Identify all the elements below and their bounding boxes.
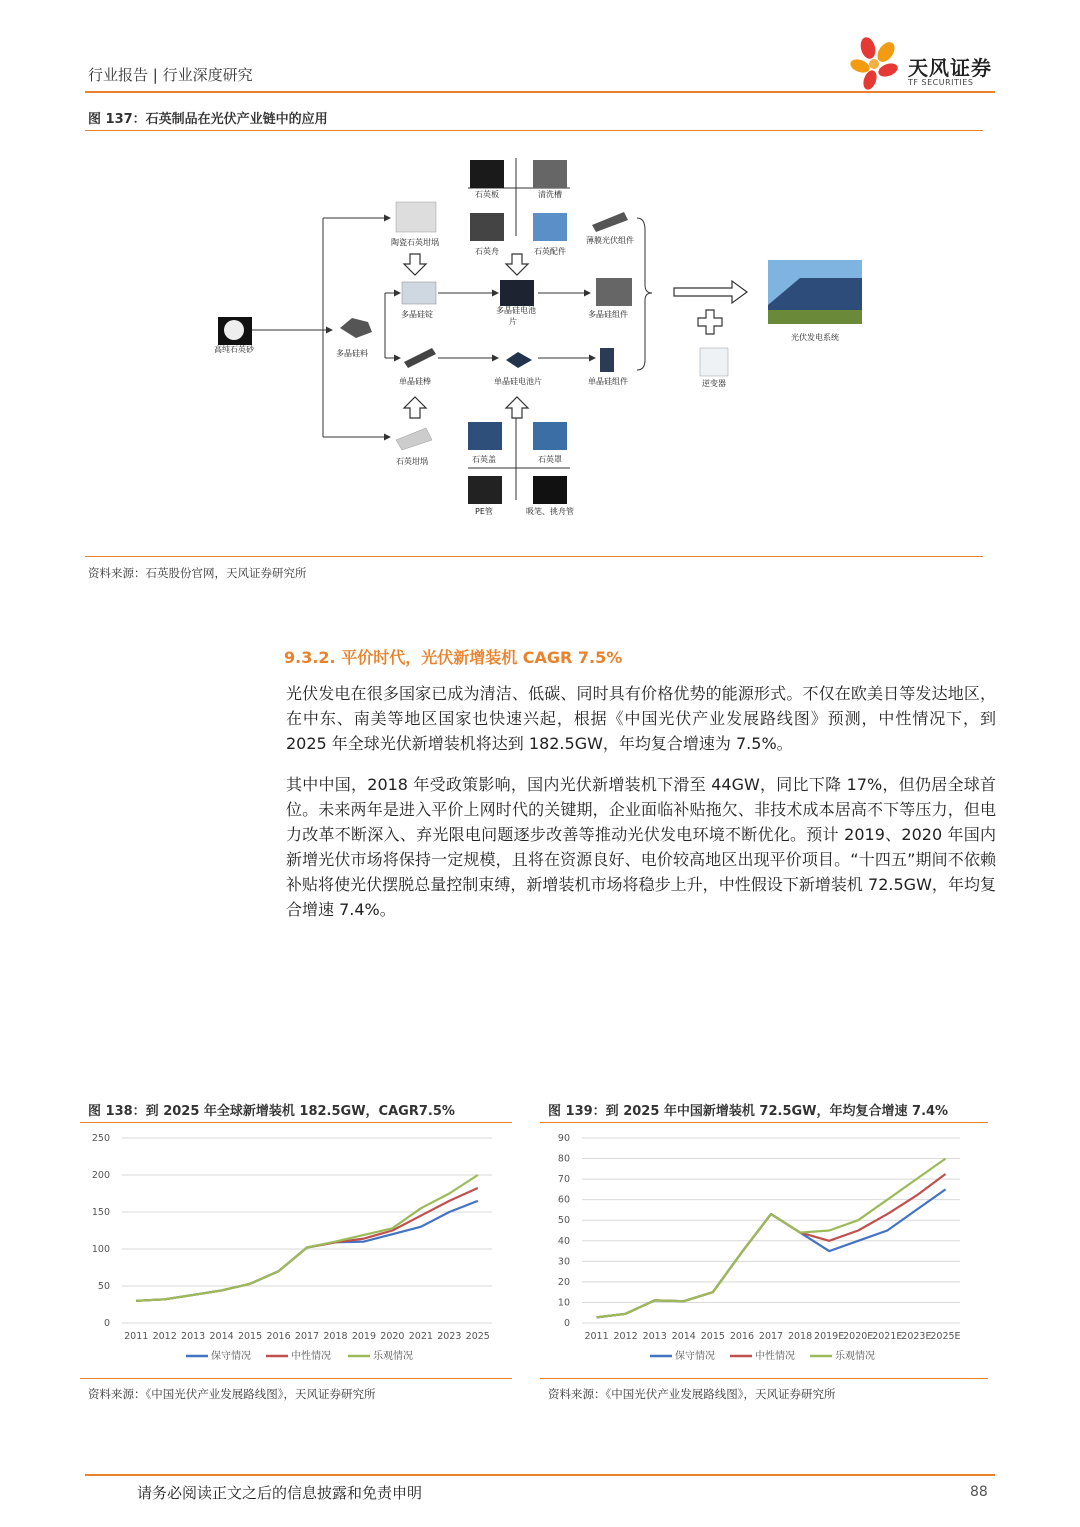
figure-137-flow-diagram	[200, 150, 880, 530]
x-tick-label: 2018	[323, 1331, 348, 1342]
legend-label: 中性情况	[755, 1351, 795, 1362]
paragraph-2: 其中中国，2018 年受政策影响，国内光伏新增装机下滑至 44GW，同比下降 17%，但仍居全球首位。未来两年是进入平价上网时代的关键期，企业面临补贴拖欠、非技术成本居高不下等压力，但电力改革不断深入、弃光限电问题逐步改善等推动光伏发电环境不断优化。预计 2019、2020 年国内新增光伏市场将保持一定规模，且将在资源良好、电价较高地区出现平价项目。“十四五”期间不依赖补贴将使光伏摆脱总量控制束缚，新增装机市场将稳步上升，中性假设下新增装机 72.5GW，年均复合增速 7.4%。	[286, 775, 996, 919]
x-tick-label: 2013	[642, 1331, 667, 1342]
figure-138-source: 资料来源：《中国光伏产业发展路线图》，天风证券研究所	[88, 1387, 376, 1401]
y-tick-label: 70	[557, 1174, 570, 1186]
node-quartz-boat: 石英舟	[475, 247, 499, 256]
x-tick-label: 2015	[237, 1331, 263, 1342]
figure-138-title: 图 138：到 2025 年全球新增装机 182.5GW，CAGR7.5%	[88, 1104, 455, 1119]
x-tick-label: 2020	[380, 1331, 405, 1342]
node-inverter: 逆变器	[702, 379, 726, 388]
y-tick-label: 40	[557, 1235, 570, 1247]
brand-name-cn: 天风证券	[908, 56, 992, 80]
figure-137-source: 资料来源：石英股份官网，天风证券研究所	[88, 566, 307, 580]
header-report-type: 行业报告 | 行业深度研究	[88, 66, 253, 84]
y-tick-label: 90	[557, 1133, 570, 1144]
x-tick-label: 2020E	[843, 1331, 874, 1342]
figure-138-chart	[80, 1126, 512, 1376]
node-quartz-cap: 石英盖	[472, 455, 496, 464]
x-tick-label: 2023	[437, 1331, 462, 1342]
x-tick-label: 2014	[671, 1331, 696, 1342]
node-pe-tube: PE管	[475, 507, 493, 516]
figure-139-source: 资料来源：《中国光伏产业发展路线图》，天风证券研究所	[548, 1387, 836, 1401]
legend-label: 中性情况	[291, 1351, 331, 1362]
x-tick-label: 2017	[758, 1331, 784, 1342]
series-line-1	[597, 1189, 946, 1317]
x-tick-label: 2012	[152, 1331, 177, 1342]
figure-139-bottom-rule	[540, 1378, 988, 1379]
node-poly-cell-line2: 片	[509, 317, 517, 326]
node-quartz-plate: 石英板	[475, 190, 499, 199]
y-tick-label: 0	[563, 1318, 570, 1329]
legend-label: 乐观情况	[373, 1351, 413, 1362]
series-line-3	[136, 1175, 478, 1301]
figure-137-title: 图 137：石英制品在光伏产业链中的应用	[88, 112, 328, 127]
x-tick-label: 2019	[351, 1331, 377, 1342]
y-tick-label: 50	[557, 1215, 570, 1227]
figure-139-top-rule	[540, 1122, 988, 1123]
y-tick-label: 250	[91, 1133, 110, 1144]
node-tube-misc: 吸笔、挑舟管	[526, 507, 574, 516]
node-poly-material: 多晶硅料	[336, 349, 368, 358]
brand-name-en: TF SECURITIES	[908, 78, 974, 87]
y-tick-label: 100	[91, 1244, 110, 1255]
figure-137-top-rule	[85, 130, 983, 131]
x-tick-label: 2017	[294, 1331, 320, 1342]
x-tick-label: 2018	[787, 1331, 813, 1342]
node-quartz-cover: 石英罩	[538, 455, 562, 464]
node-pv-system: 光伏发电系统	[791, 333, 839, 342]
x-tick-label: 2013	[181, 1331, 206, 1342]
y-tick-label: 80	[557, 1153, 570, 1165]
legend-label: 乐观情况	[835, 1351, 875, 1362]
x-tick-label: 2023E	[901, 1331, 932, 1342]
figure-138-bottom-rule	[80, 1378, 512, 1379]
y-tick-label: 60	[557, 1194, 570, 1206]
node-quartz-parts: 石英配件	[534, 247, 566, 256]
node-poly-ingot: 多晶硅锭	[401, 310, 433, 319]
node-ceramic-crucible: 陶瓷石英坩埚	[391, 238, 439, 247]
node-mono-module: 单晶硅组件	[588, 377, 628, 386]
node-poly-cell: 多晶硅电池	[496, 306, 536, 315]
figure-138-top-rule	[80, 1122, 512, 1123]
footer-disclaimer: 请务必阅读正文之后的信息披露和免责申明	[137, 1484, 423, 1502]
node-mono-cell: 单晶硅电池片	[494, 377, 542, 386]
y-tick-label: 50	[97, 1281, 110, 1292]
x-tick-label: 2021E	[872, 1331, 903, 1342]
x-tick-label: 2011	[584, 1331, 609, 1342]
y-tick-label: 30	[557, 1256, 570, 1268]
legend-label: 保守情况	[675, 1351, 715, 1362]
legend-label: 保守情况	[211, 1351, 251, 1362]
figure-139-title: 图 139：到 2025 年中国新增装机 72.5GW，年均复合增速 7.4%	[548, 1104, 949, 1119]
section-title: 9.3.2. 平价时代，光伏新增装机 CAGR 7.5%	[284, 648, 623, 667]
figure-137-bottom-rule	[85, 556, 983, 557]
x-tick-label: 2014	[209, 1331, 234, 1342]
paragraph-1: 光伏发电在很多国家已成为清洁、低碳、同时具有价格优势的能源形式。不仅在欧美日等发达地区，在中东、南美等地区国家也快速兴起，根据《中国光伏产业发展路线图》预测，中性情况下，到 2025 年全球光伏新增装机将达到 182.5GW，年均复合增速为 7.5%。	[286, 684, 996, 753]
x-tick-label: 2016	[729, 1331, 755, 1342]
figure-139-chart	[540, 1126, 988, 1376]
x-tick-label: 2011	[124, 1331, 149, 1342]
node-clean-tank: 清洗槽	[538, 190, 562, 199]
x-tick-label: 2021	[408, 1331, 433, 1342]
node-poly-module: 多晶硅组件	[588, 310, 628, 319]
node-quartz-sand: 高纯石英砂	[214, 345, 254, 354]
x-tick-label: 2016	[266, 1331, 291, 1342]
x-tick-label: 2019E	[814, 1331, 845, 1342]
node-thin-film: 薄膜光伏组件	[586, 236, 634, 245]
page-number: 88	[970, 1484, 988, 1500]
node-quartz-crucible: 石英坩埚	[396, 457, 428, 466]
y-tick-label: 10	[557, 1297, 570, 1309]
y-tick-label: 0	[103, 1318, 110, 1329]
y-tick-label: 200	[91, 1170, 110, 1181]
footer-divider	[85, 1474, 995, 1476]
x-tick-label: 2012	[613, 1331, 638, 1342]
y-tick-label: 150	[91, 1207, 110, 1218]
y-tick-label: 20	[557, 1276, 570, 1288]
node-mono-rod: 单晶硅棒	[399, 377, 431, 386]
x-tick-label: 2025E	[930, 1331, 961, 1342]
x-tick-label: 2015	[700, 1331, 725, 1342]
brand-logo-icon	[848, 36, 906, 92]
x-tick-label: 2025	[465, 1331, 490, 1342]
series-line-3	[597, 1159, 946, 1318]
